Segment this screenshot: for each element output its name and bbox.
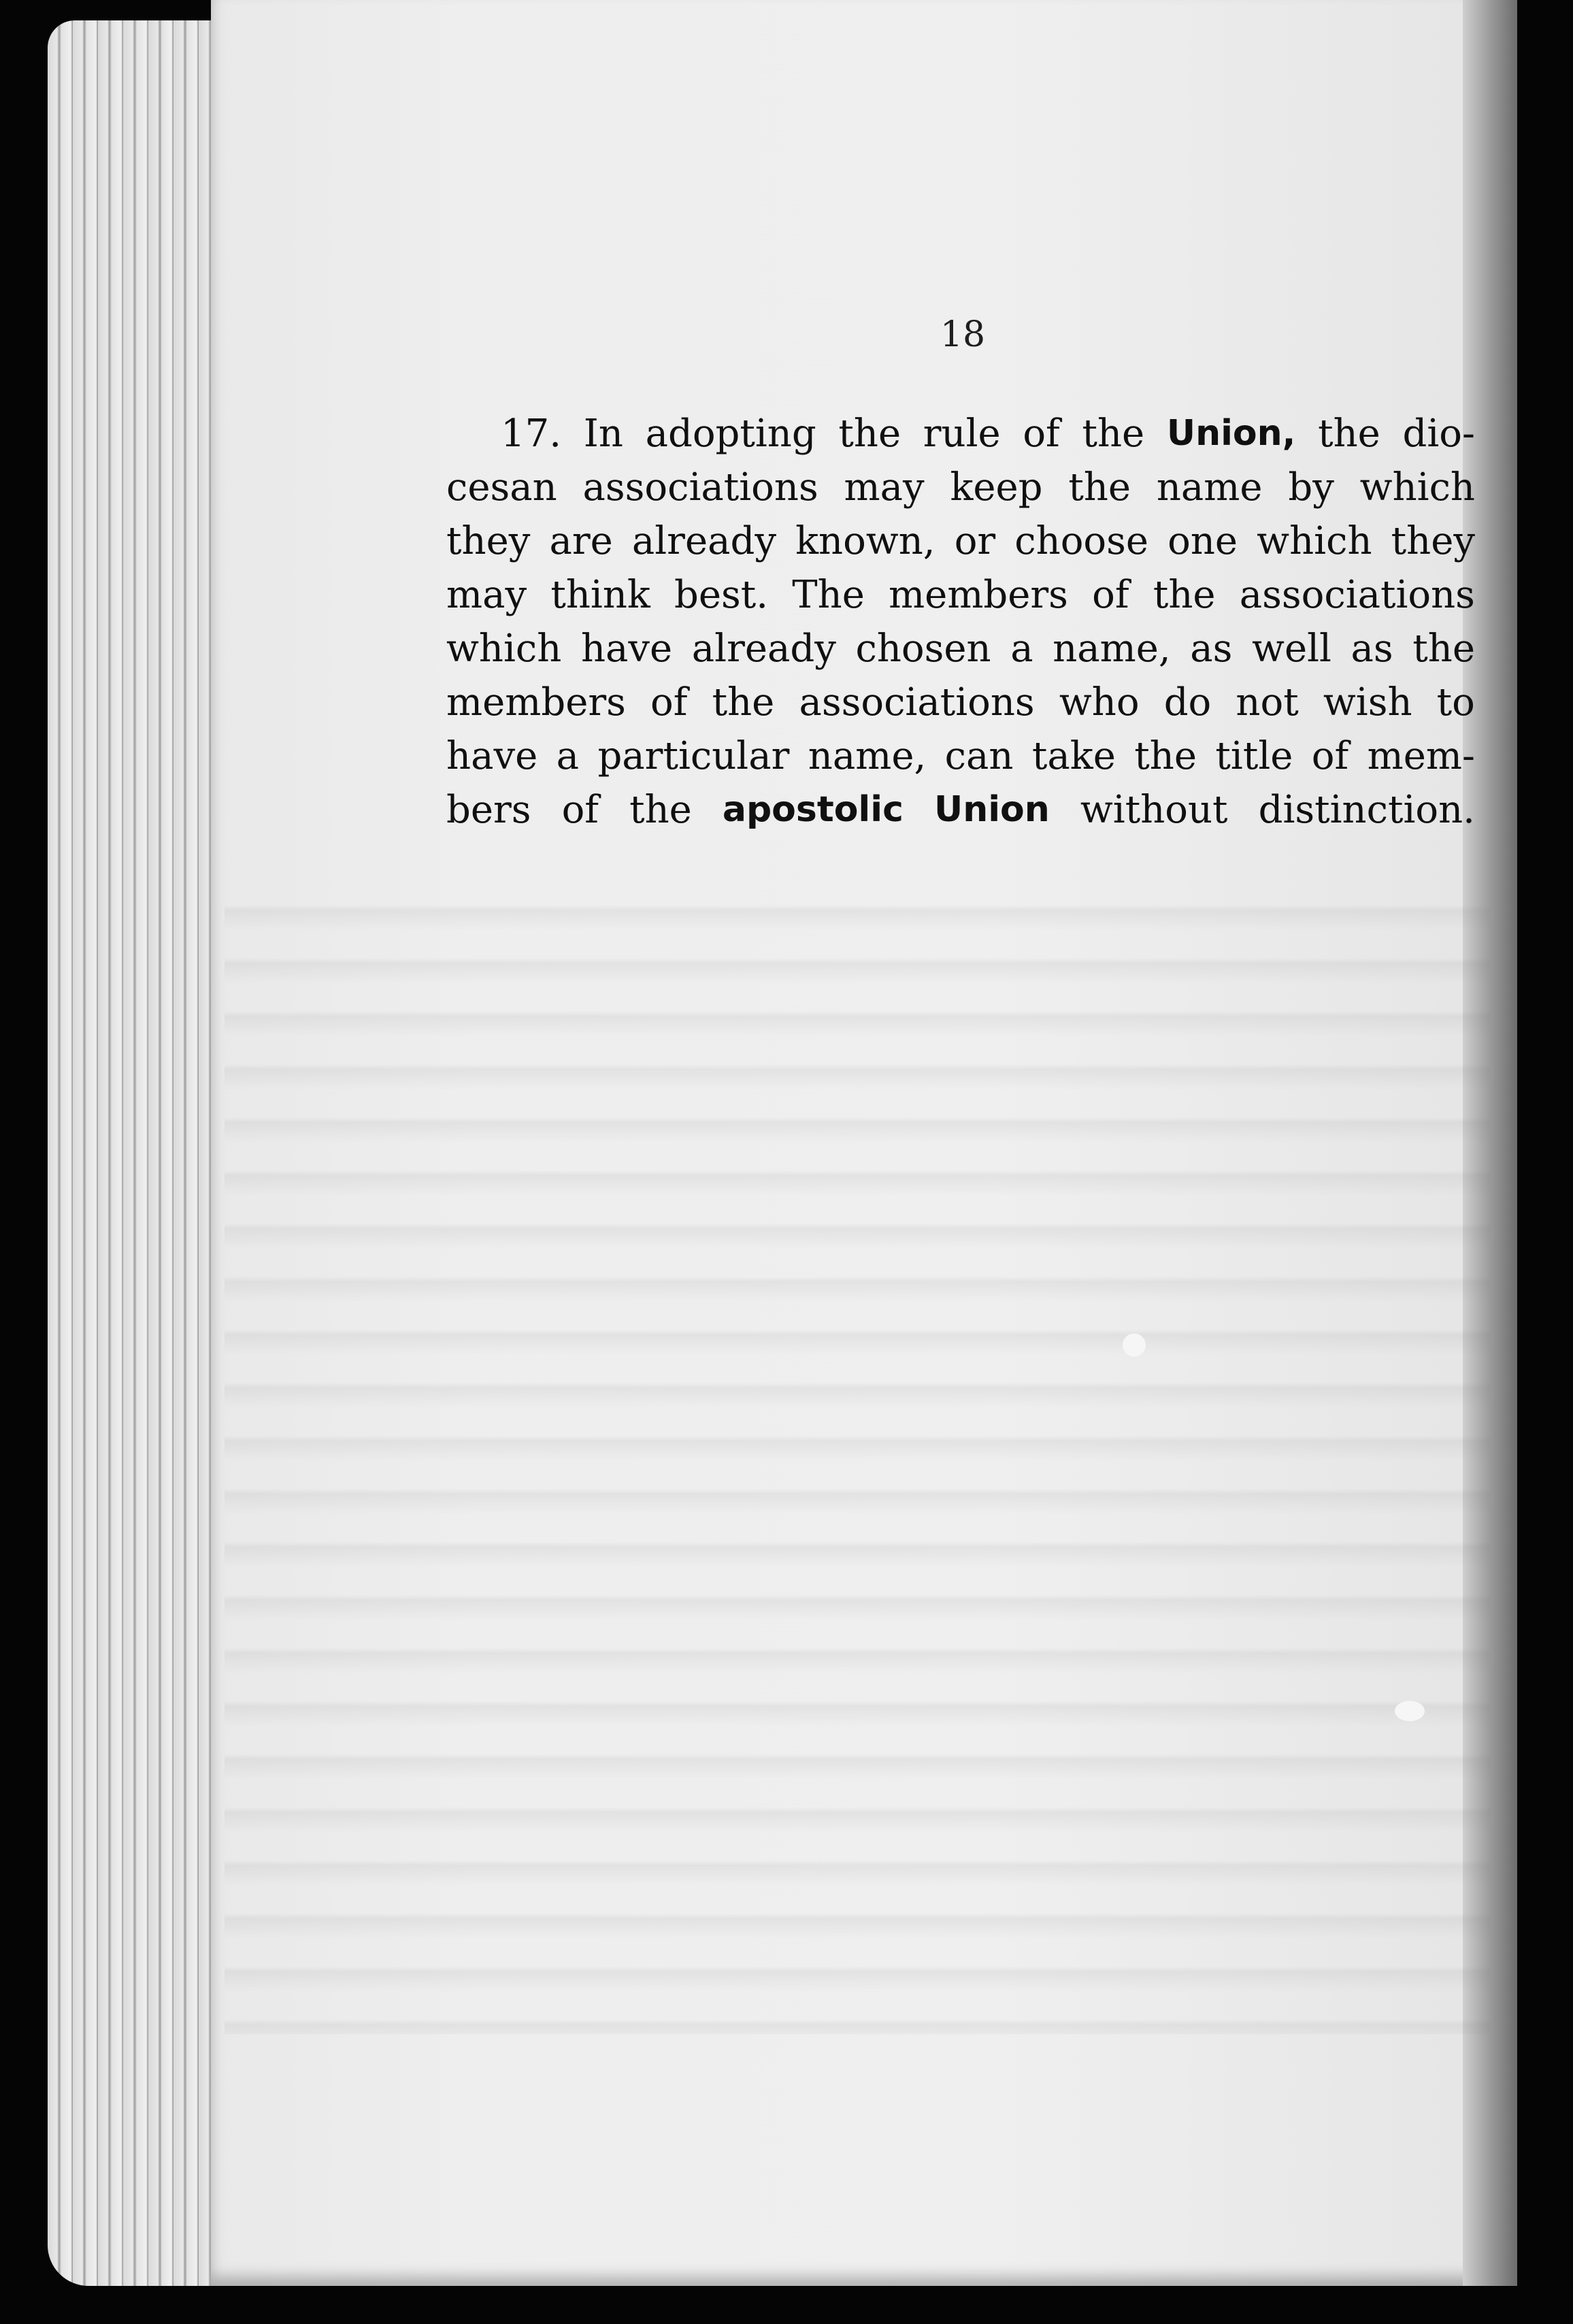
- paragraph-line: [446, 514, 1475, 568]
- word: the: [1153, 573, 1216, 617]
- word: the: [629, 788, 692, 832]
- word: known,: [795, 519, 935, 563]
- word: name: [1156, 465, 1263, 510]
- word: as: [1190, 627, 1233, 671]
- word: the: [1134, 734, 1197, 778]
- word: the: [712, 680, 775, 725]
- word: of: [1023, 412, 1060, 456]
- word: have: [446, 734, 538, 778]
- word: the: [1068, 465, 1131, 510]
- paragraph-line: [446, 729, 1475, 783]
- paragraph-line: [446, 568, 1475, 622]
- word: associations: [799, 680, 1035, 725]
- word: one: [1168, 519, 1238, 563]
- word: as: [1351, 627, 1393, 671]
- word: do: [1163, 680, 1212, 725]
- word: of: [1092, 573, 1129, 617]
- paragraph-line: [446, 783, 1475, 837]
- word: members: [889, 573, 1068, 617]
- word: already: [631, 519, 776, 563]
- word: adopting: [645, 412, 816, 456]
- scan-speck: [1123, 1333, 1146, 1357]
- paragraph-line: [446, 622, 1475, 676]
- word: who: [1059, 680, 1140, 725]
- word: In: [583, 412, 623, 456]
- word: the: [1082, 412, 1145, 456]
- word: bers: [446, 788, 531, 832]
- word: dio-: [1402, 412, 1475, 456]
- word: apostolic: [722, 789, 904, 830]
- word: which: [446, 627, 562, 671]
- word: mem-: [1367, 734, 1475, 778]
- word: associations: [582, 465, 818, 510]
- word: the: [838, 412, 901, 456]
- word: chosen: [855, 627, 991, 671]
- word: may: [844, 465, 925, 510]
- word: cesan: [446, 465, 557, 510]
- word: of: [650, 680, 688, 725]
- word: Union: [933, 789, 1050, 830]
- word: Union,: [1166, 413, 1296, 454]
- word: already: [691, 627, 836, 671]
- word: the: [1318, 412, 1380, 456]
- word: are: [549, 519, 613, 563]
- word: of: [1311, 734, 1349, 778]
- word: have: [580, 627, 673, 671]
- word: may: [446, 573, 527, 617]
- page-edges: [48, 20, 225, 2286]
- word: choose: [1014, 519, 1149, 563]
- word: particular: [597, 734, 790, 778]
- word: name,: [1053, 627, 1171, 671]
- word: they: [1391, 519, 1475, 563]
- word: name,: [808, 734, 927, 778]
- word: 17.: [501, 412, 562, 456]
- word: think: [550, 573, 650, 617]
- word: to: [1436, 680, 1475, 725]
- body-paragraph: [446, 407, 1475, 837]
- word: best.: [674, 573, 769, 617]
- word: take: [1031, 734, 1116, 778]
- scan-speck: [1395, 1701, 1425, 1721]
- word: rule: [923, 412, 1001, 456]
- word: can: [944, 734, 1014, 778]
- word: a: [1010, 627, 1033, 671]
- page-number: 18: [940, 314, 986, 355]
- word: wish: [1323, 680, 1412, 725]
- word: which: [1257, 519, 1372, 563]
- word: keep: [950, 465, 1043, 510]
- word: they: [446, 519, 531, 563]
- word: well: [1252, 627, 1331, 671]
- word: which: [1359, 465, 1475, 510]
- word: without: [1080, 788, 1228, 832]
- paragraph-line: [446, 407, 1475, 461]
- word: associations: [1239, 573, 1475, 617]
- word: distinction.: [1258, 788, 1475, 832]
- word: of: [561, 788, 599, 832]
- word: by: [1288, 465, 1334, 510]
- bleed-through-text: [225, 878, 1490, 2034]
- word: members: [446, 680, 626, 725]
- word: or: [954, 519, 996, 563]
- word: a: [556, 734, 580, 778]
- word: not: [1236, 680, 1299, 725]
- paragraph-line: [446, 461, 1475, 514]
- word: title: [1215, 734, 1293, 778]
- word: The: [792, 573, 865, 617]
- paragraph-line: [446, 676, 1475, 729]
- word: the: [1412, 627, 1475, 671]
